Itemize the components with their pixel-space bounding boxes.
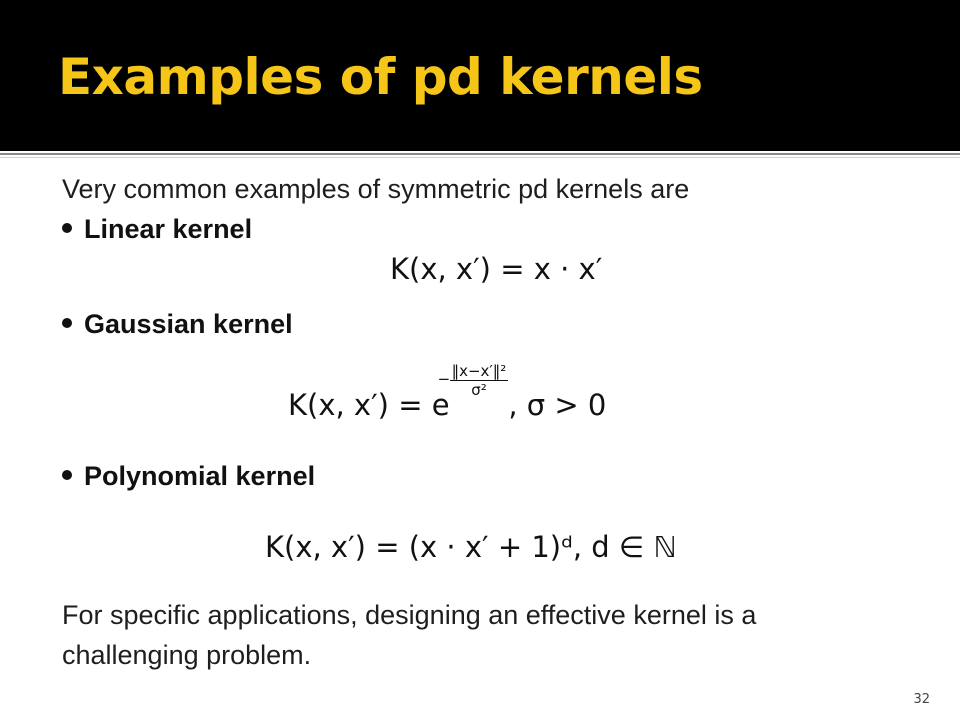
divider-secondary [0,157,960,158]
divider [0,153,960,155]
gaussian-condition: , σ > 0 [508,388,607,422]
page-number: 32 [913,692,930,707]
slide-title: Examples of pd kernels [58,48,703,106]
bullet-icon [62,223,72,233]
kernel-name: Gaussian kernel [84,309,293,339]
gaussian-exponent [437,362,509,399]
gaussian-lhs: K(x, x′) = e [288,388,450,422]
conclusion-line-1: For specific applications, designing an effective kernel is a [62,600,757,630]
polynomial-formula: K(x, x′) = (x · x′ + 1)ᵈ, d ∈ ℕ [265,530,677,564]
gaussian-formula [288,362,607,425]
intro-text: Very common examples of symmetric pd kernels are [62,174,690,204]
kernel-name: Polynomial kernel [84,461,316,491]
bullet-linear [62,214,252,245]
kernel-name: Linear kernel [84,214,253,244]
exp-sign: − [437,370,451,388]
bullet-icon [62,470,72,480]
linear-formula: K(x, x′) = x · x′ [390,252,603,286]
bullet-icon [62,318,72,328]
bullet-polynomial [62,461,315,492]
exp-denominator: σ² [471,381,487,399]
bullet-gaussian [62,309,293,340]
exp-numerator: ‖x−x′‖² [451,362,507,380]
conclusion-line-2: challenging problem. [62,640,312,670]
